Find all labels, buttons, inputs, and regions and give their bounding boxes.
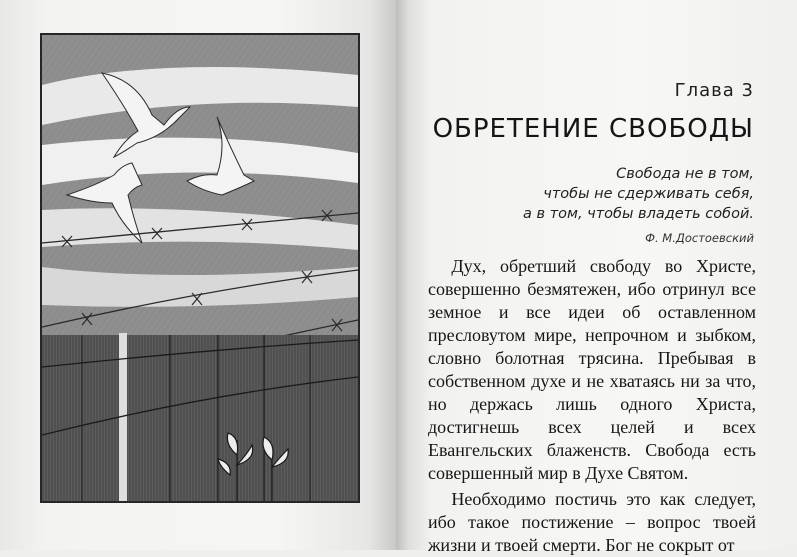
chapter-label: Глава 3	[674, 80, 754, 101]
epigraph-line: Свобода не в том,	[616, 166, 754, 182]
birds-over-barbed-wire-illustration	[42, 35, 358, 501]
left-page	[0, 0, 396, 550]
paragraph: Дух, обретший свободу во Христе, совершенно безмятежен, ибо отринул все земное и все идеи об оставленном пресловутом мире, непрочном и зыбком, словно болотная трясина. Пребывая в собственном духе и не хватаясь ни за что, но держась лишь одного Христа, достигнешь всех целей и всех Евангельских блаженств. Свобода есть совершенный мир в Духе Святом.	[428, 256, 756, 483]
epigraph	[523, 164, 754, 224]
chapter-title: ОБРЕТЕНИЕ СВОБОДЫ	[432, 114, 754, 144]
epigraph-author: Ф. М.Достоевский	[645, 231, 754, 245]
epigraph-line: чтобы не сдерживать себя,	[543, 186, 754, 202]
epigraph-line: а в том, чтобы владеть собой.	[523, 206, 754, 222]
illustration	[40, 33, 360, 503]
body-text	[428, 255, 756, 557]
paragraph: Необходимо постичь это как следует, ибо такое постижение – вопрос твоей жизни и твоей смерти. Бог не сокрыт от	[428, 489, 756, 555]
